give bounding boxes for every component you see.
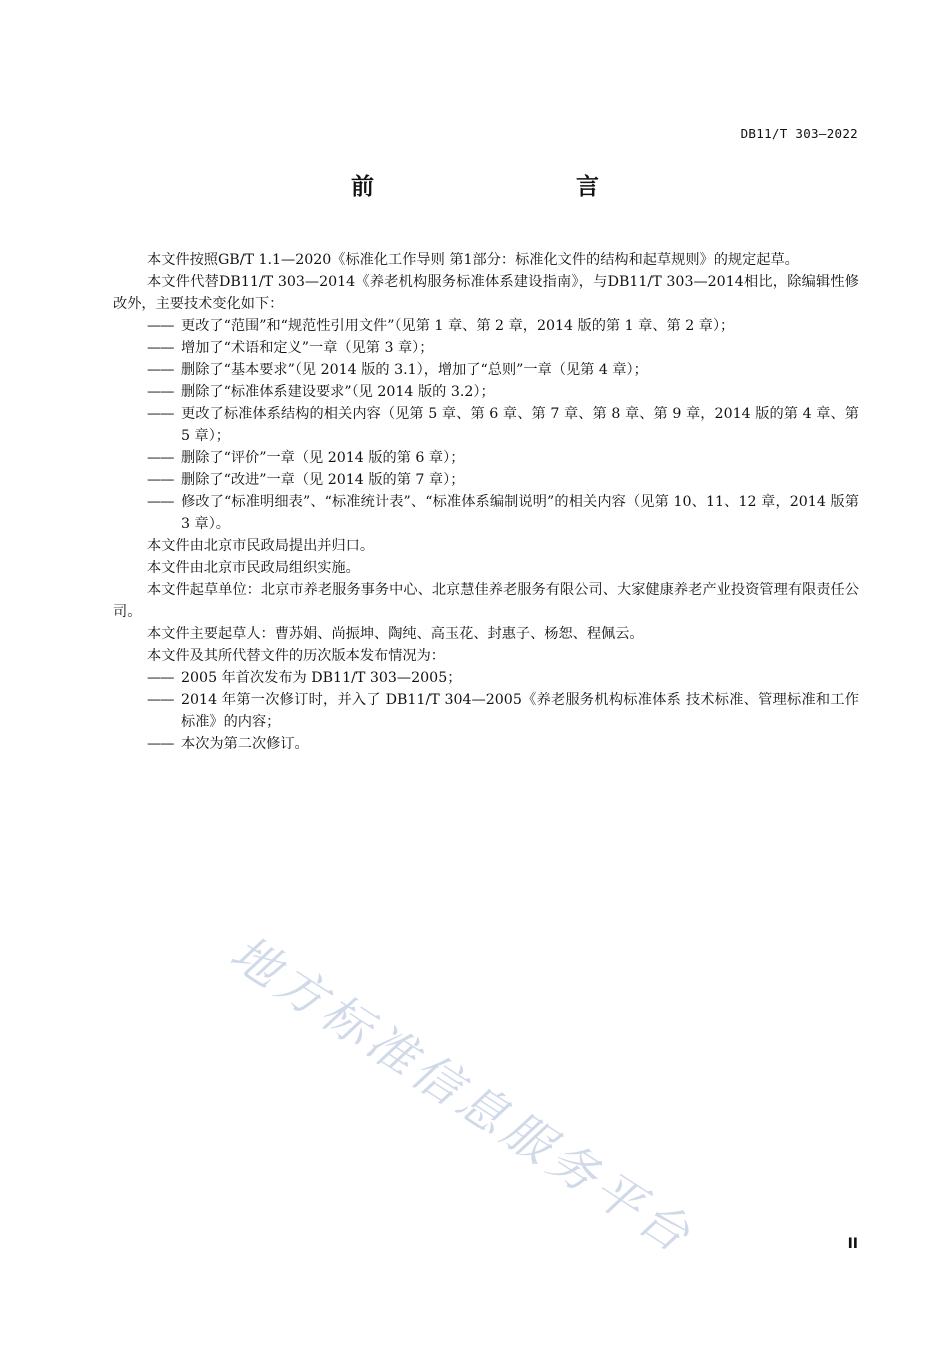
change-item-text: 增加了“术语和定义”一章（见第 3 章）； (181, 340, 434, 356)
change-item (113, 491, 859, 535)
change-item (113, 447, 859, 469)
dash-marker: —— (147, 670, 174, 686)
history-item-text: 2014 年第一次修订时，并入了 DB11/T 304—2005《养老服务机构标准体系 技术标准、管理标准和工作标准》的内容； (181, 692, 859, 730)
page-title: 前 言 (351, 174, 651, 200)
paragraph-replacement: 本文件代替DB11/T 303—2014《养老机构服务标准体系建设指南》，与DB11/T 303—2014相比，除编辑性修改外，主要技术变化如下： (113, 274, 859, 312)
foreword-body (113, 249, 859, 755)
dash-marker: —— (147, 362, 174, 378)
paragraph-drafting-units: 本文件起草单位：北京市养老服务事务中心、北京慧佳养老服务有限公司、大家健康养老产业投资管理有限责任公司。 (113, 582, 859, 620)
dash-marker: —— (147, 384, 174, 400)
paragraph-history-intro: 本文件及其所代替文件的历次版本发布情况为： (147, 648, 445, 664)
history-item (113, 667, 859, 689)
dash-marker: —— (147, 736, 174, 752)
standard-code-header: DB11/T 303—2022 (740, 126, 858, 141)
paragraph-implementer: 本文件由北京市民政局组织实施。 (147, 560, 360, 576)
history-item (113, 689, 859, 733)
paragraph-proposer: 本文件由北京市民政局提出并归口。 (147, 538, 375, 554)
dash-marker: —— (147, 406, 174, 422)
change-item-text: 删除了“评价”一章（见 2014 版的第 6 章）； (181, 450, 465, 466)
dash-marker: —— (147, 340, 174, 356)
paragraph-drafting-rules: 本文件按照GB/T 1.1—2020《标准化工作导则 第1部分：标准化文件的结构和起草规则》的规定起草。 (147, 252, 799, 268)
change-item-text: 删除了“标准体系建设要求”（见 2014 版的 3.2）； (181, 384, 495, 400)
change-item (113, 469, 859, 491)
dash-marker: —— (147, 472, 174, 488)
watermark: 地方标准信息服务平台 (220, 924, 704, 1266)
change-item-text: 删除了“改进”一章（见 2014 版的第 7 章）； (181, 472, 465, 488)
history-item-text: 本次为第二次修订。 (181, 736, 309, 752)
dash-marker: —— (147, 494, 174, 510)
dash-marker: —— (147, 318, 174, 334)
change-item-text: 删除了“基本要求”（见 2014 版的 3.1），增加了“总则”一章（见第 4 章）； (181, 362, 648, 378)
change-item (113, 337, 859, 359)
change-item (113, 359, 859, 381)
dash-marker: —— (147, 450, 174, 466)
change-item (113, 403, 859, 447)
change-item-text: 修改了“标准明细表”、“标准统计表”、“标准体系编制说明”的相关内容（见第 10、11、12 章，2014 版第 3 章）。 (181, 494, 859, 532)
history-item (113, 733, 859, 755)
history-item-text: 2005 年首次发布为 DB11/T 303—2005； (181, 670, 462, 686)
change-item-text: 更改了“范围”和“规范性引用文件”（见第 1 章、第 2 章，2014 版的第 1 章、第 2 章）； (181, 318, 735, 334)
dash-marker: —— (147, 692, 174, 708)
change-item (113, 381, 859, 403)
change-item-text: 更改了标准体系结构的相关内容（见第 5 章、第 6 章、第 7 章、第 8 章、第 9 章，2014 版的第 4 章、第 5 章）； (181, 406, 859, 444)
change-item (113, 315, 859, 337)
paragraph-drafters: 本文件主要起草人：曹苏娟、尚振坤、陶纯、高玉花、封惠子、杨恕、程佩云。 (147, 626, 644, 642)
page-number: II (847, 1236, 858, 1252)
